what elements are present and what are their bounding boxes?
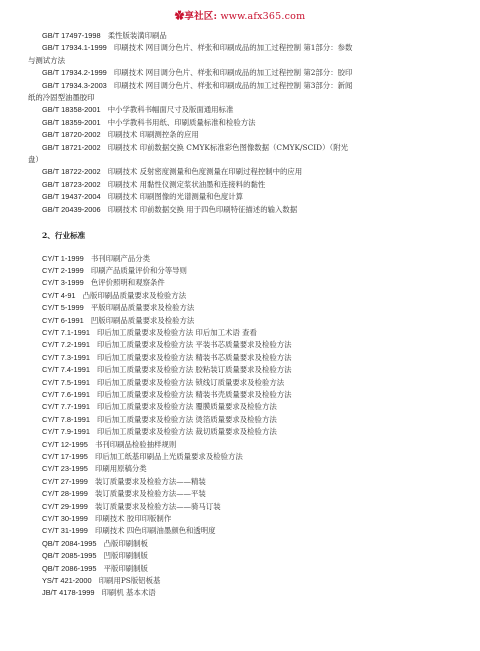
- standard-title: 印后加工质量要求及检验方法 烫箔质量要求及检验方法: [97, 414, 277, 424]
- standard-entry: [28, 67, 458, 79]
- standard-entry: [28, 575, 458, 587]
- standard-code: CY/T 7.6-1991: [42, 389, 90, 399]
- standard-entry: [28, 550, 458, 562]
- standard-title: 印后加工质量要求及检验方法 精装书芯质量要求及检验方法: [97, 352, 292, 362]
- standard-entry: [28, 339, 458, 351]
- page-header: [0, 8, 480, 22]
- standard-code: CY/T 6-1991: [42, 315, 84, 325]
- standard-entry: [28, 488, 458, 500]
- document-body: [28, 30, 458, 600]
- standard-entry: [28, 401, 458, 413]
- standard-code: GB/T 19437-2004: [42, 192, 101, 202]
- standard-title: 印后加工质量要求及检验方法 锁线订质量要求及检验方法: [97, 377, 285, 387]
- standard-entry: [28, 463, 458, 475]
- standard-title: 平版印刷制版: [103, 563, 148, 573]
- standard-entry: [28, 191, 458, 203]
- standard-title: 印刷技术 印前数据交换 CMYK标准彩色图像数据（CMYK/SCID）（附光: [107, 142, 348, 152]
- standard-entry: [28, 327, 458, 339]
- standard-title: 装订质量要求及检验方法——精装: [94, 476, 206, 486]
- standard-code: QB/T 2086-1995: [42, 563, 97, 573]
- standard-code: CY/T 7.5-1991: [42, 377, 90, 387]
- standard-entry: [28, 501, 458, 513]
- standard-code: GB/T 18722-2002: [42, 167, 101, 177]
- standard-entry: [28, 204, 458, 216]
- standard-code: GB/T 18721-2002: [42, 142, 101, 152]
- standard-code: GB/T 18723-2002: [42, 179, 101, 189]
- standard-title: 柔性版装潢印刷品: [107, 31, 167, 40]
- standard-title: 凸版印刷制板: [103, 538, 148, 548]
- standard-entry: [28, 290, 458, 302]
- standard-title: 印刷技术 胶印印版制作: [94, 514, 172, 524]
- standard-title: 平版印刷品质量要求及检验方法: [90, 303, 195, 313]
- standard-entry: [28, 587, 458, 599]
- standard-code: CY/T 7.4-1991: [42, 365, 90, 375]
- standard-entry: [28, 302, 458, 314]
- standard-code: JB/T 4178-1999: [42, 588, 95, 598]
- standard-entry: [28, 117, 458, 129]
- standard-title: 印后加工质量要求及检验方法 印后加工术语 查看: [97, 327, 257, 337]
- standard-entry: [28, 525, 458, 537]
- standard-entry: [28, 142, 458, 154]
- standard-entry: [28, 476, 458, 488]
- standard-title: 书刊印刷产品分类: [90, 253, 150, 263]
- standard-code: CY/T 28-1999: [42, 489, 88, 499]
- standard-code: CY/T 7.1-1991: [42, 327, 90, 337]
- standard-title: 印后加工质量要求及检验方法 平装书芯质量要求及检验方法: [97, 340, 292, 350]
- site-url[interactable]: www.afx365.com: [220, 11, 306, 22]
- standard-code: CY/T 17-1995: [42, 452, 88, 461]
- standard-title-continued: 纸的冷固型油墨胶印: [28, 93, 95, 103]
- standard-code: GB/T 20439-2006: [42, 204, 101, 214]
- standard-code: CY/T 5-1999: [42, 303, 84, 313]
- standard-title: 印后加工质量要求及检验方法 覆膜质量要求及检验方法: [97, 402, 277, 412]
- section-title: 2、行业标准: [42, 231, 86, 241]
- standard-code: CY/T 7.3-1991: [42, 352, 90, 362]
- standard-code: GB/T 18359-2001: [42, 117, 101, 127]
- standard-code: CY/T 2-1999: [42, 265, 84, 275]
- standard-title: 中小学教科书用纸、印刷质量标准和检验方法: [107, 117, 256, 127]
- standard-code: CY/T 31-1999: [42, 526, 88, 536]
- standard-entry: [28, 451, 458, 463]
- standard-code: GB/T 17934.1-1999: [42, 43, 107, 53]
- standard-title: 印刷技术 网目调分色片、样张和印刷成品的加工过程控制 第1部分：参数: [113, 43, 353, 53]
- standard-code: GB/T 18358-2001: [42, 105, 101, 115]
- standard-entry: [28, 315, 458, 327]
- standard-entry: [28, 253, 458, 265]
- standard-title: 印刷产品质量评价和分等导则: [90, 265, 187, 275]
- standard-code: CY/T 7.7-1991: [42, 402, 90, 412]
- standard-code: CY/T 7.8-1991: [42, 414, 90, 424]
- standard-code: CY/T 12-1995: [42, 439, 88, 449]
- standard-title: 色评价照明和观察条件: [90, 278, 165, 288]
- standard-entry: [28, 277, 458, 289]
- standard-code: CY/T 7.9-1991: [42, 427, 90, 437]
- standard-code: GB/T 17934.3-2003: [42, 80, 107, 90]
- standard-title: 印刷技术 印前数据交换 用于四色印刷特征描述的输入数据: [107, 204, 298, 214]
- standard-entry: [28, 179, 458, 191]
- standard-title: 装订质量要求及检验方法——平装: [94, 489, 206, 499]
- standard-code: CY/T 23-1995: [42, 464, 88, 474]
- standard-code: CY/T 4-91: [42, 290, 76, 300]
- standard-entry: [28, 439, 458, 451]
- gb-standards-list: [28, 30, 458, 216]
- standard-title-continued: 盘）: [28, 155, 43, 165]
- standard-title: 印刷用原稿分类: [94, 464, 147, 474]
- standard-code: CY/T 7.2-1991: [42, 340, 90, 350]
- standard-title: 印刷技术 反射密度测量和色度测量在印刷过程控制中的应用: [107, 167, 303, 177]
- standard-code: GB/T 17934.2-1999: [42, 68, 107, 78]
- standard-entry: [28, 364, 458, 376]
- standard-title: 凹版印刷品质量要求及检验方法: [90, 315, 195, 325]
- standard-title: 印刷技术 印刷测控条的应用: [107, 130, 199, 140]
- standard-title-continued: 与测试方法: [28, 55, 65, 65]
- standard-entry: [28, 104, 458, 116]
- standard-code: YS/T 421-2000: [42, 576, 92, 586]
- standard-title: 中小学教科书幅面尺寸及版面通用标准: [107, 105, 234, 115]
- site-logo: ✿享社区:: [174, 11, 218, 22]
- standard-title: 印后加工纸基印刷品上光质量要求及检验方法: [94, 452, 243, 461]
- standard-title: 印刷机 基本术语: [101, 588, 156, 598]
- standard-title: 印刷技术 印刷图像的光谱测量和色度计算: [107, 192, 244, 202]
- standard-code: GB/T 17497-1998: [42, 31, 101, 40]
- standard-entry: [28, 538, 458, 550]
- standard-title: 印后加工质量要求及检验方法 精装书壳质量要求及检验方法: [97, 389, 292, 399]
- standard-entry: [28, 30, 458, 42]
- standard-entry: [28, 513, 458, 525]
- standard-title: 印刷技术 四色印刷油墨颜色和透明度: [94, 526, 216, 536]
- standard-code: CY/T 27-1999: [42, 476, 88, 486]
- standard-title: 印后加工质量要求及检验方法 胶粘装订质量要求及检验方法: [97, 365, 292, 375]
- standard-entry: [28, 80, 458, 92]
- standard-entry: [28, 377, 458, 389]
- standard-code: CY/T 1-1999: [42, 253, 84, 263]
- standard-entry: [28, 389, 458, 401]
- standard-entry: [28, 426, 458, 438]
- industry-standards-list: [28, 253, 458, 600]
- standard-entry: [28, 414, 458, 426]
- standard-code: QB/T 2085-1995: [42, 551, 97, 561]
- standard-entry: [28, 166, 458, 178]
- standard-entry: [28, 265, 458, 277]
- standard-title: 印刷技术 网目调分色片、样张和印刷成品的加工过程控制 第3部分：新闻: [113, 80, 353, 90]
- standard-title: 印刷技术 网目调分色片、样张和印刷成品的加工过程控制 第2部分：胶印: [113, 68, 353, 78]
- standard-code: GB/T 18720-2002: [42, 130, 101, 140]
- standard-title: 书刊印刷品检验抽样规则: [94, 439, 177, 449]
- standard-title: 装订质量要求及检验方法——骑马订装: [94, 501, 221, 511]
- standard-entry: [28, 352, 458, 364]
- standard-code: CY/T 3-1999: [42, 278, 84, 288]
- standard-title: 凹版印刷制版: [103, 551, 148, 561]
- standard-code: CY/T 29-1999: [42, 501, 88, 511]
- standard-title: 凸版印刷品质量要求及检验方法: [82, 290, 187, 300]
- standard-entry: [28, 563, 458, 575]
- standard-entry: [28, 42, 458, 54]
- standard-title: 印后加工质量要求及检验方法 裁切质量要求及检验方法: [97, 427, 277, 437]
- standard-title: 印刷用PS版铝板基: [98, 576, 161, 586]
- standard-code: QB/T 2084-1995: [42, 538, 97, 548]
- standard-code: CY/T 30-1999: [42, 514, 88, 524]
- standard-entry: [28, 129, 458, 141]
- standard-title: 印刷技术 用黏性仪测定浆状油墨和连接料的黏性: [107, 179, 266, 189]
